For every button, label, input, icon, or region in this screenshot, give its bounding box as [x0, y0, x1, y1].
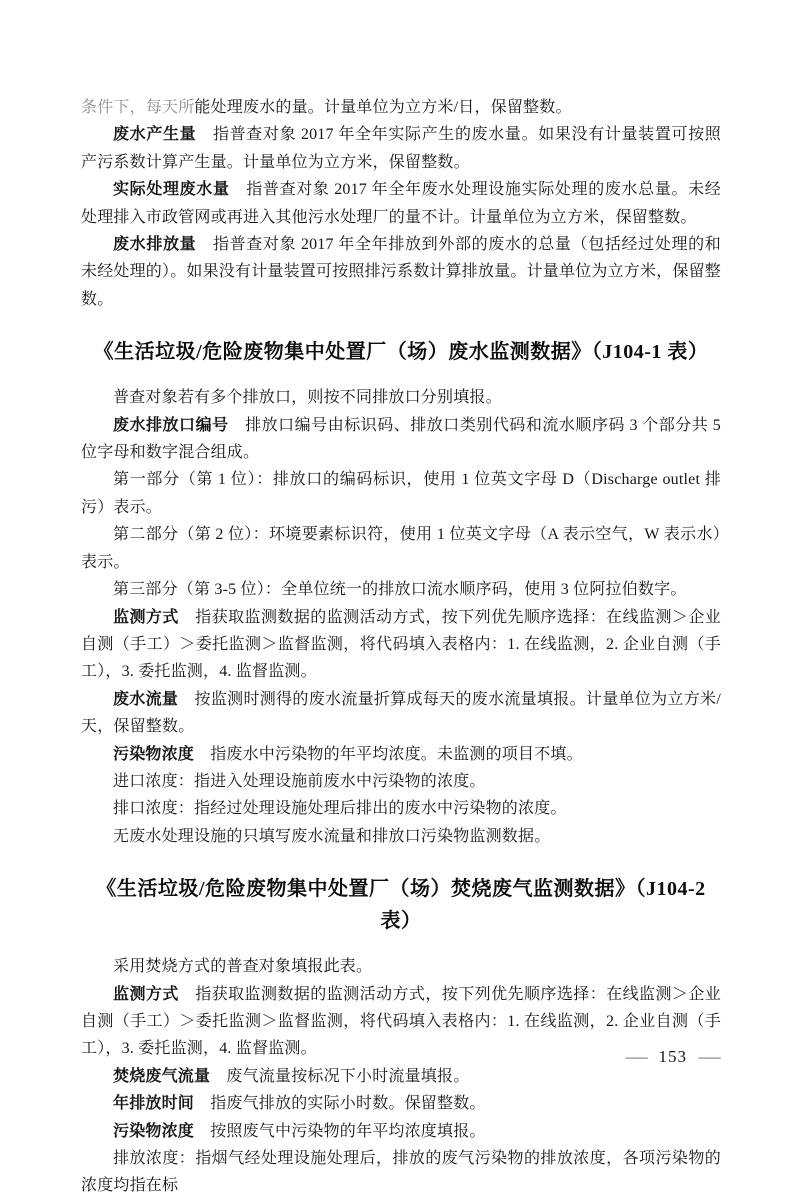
text-segment: 普查对象若有多个排放口，则按不同排放口分别填报。 — [113, 389, 502, 407]
section-heading — [81, 336, 721, 368]
text-segment: 按监测时测得的废水流量折算成每天的废水流量填报。计量单位为立方米/天，保留整数。 — [81, 690, 721, 736]
term-label: 废水产生量 — [113, 126, 213, 144]
paragraph — [81, 1090, 721, 1117]
paragraph — [81, 823, 721, 850]
text-segment: 废气流量按标况下小时流量填报。 — [226, 1067, 470, 1085]
text-segment: 第二部分（第 2 位）：环境要素标识符，使用 1 位英文字母（A 表示空气，W 表示水）表示。 — [81, 526, 721, 571]
section-heading — [81, 873, 721, 937]
paragraph — [81, 604, 721, 686]
text-segment: 排放浓度：指烟气经处理设施处理后，排放的废气污染物的排放浓度，各项污染物的浓度均指在标 — [81, 1150, 721, 1195]
paragraph — [81, 121, 721, 176]
text-segment: 排放口编号由标识码、排放口类别代码和流水顺序码 3 个部分共 5 位字母和数字混合组成。 — [81, 416, 721, 462]
text-segment: 指废气排放的实际小时数。保留整数。 — [210, 1095, 486, 1113]
paragraph — [81, 521, 721, 576]
text-segment: 《生活垃圾/危险废物集中处置厂（场）废水监测数据》（J104-1 表） — [93, 341, 709, 364]
text-segment: 排口浓度：指经过处理设施处理后排出的废水中污染物的浓度。 — [113, 800, 567, 818]
paragraph — [81, 384, 721, 411]
text-segment: 第一部分（第 1 位）：排放口的编码标识，使用 1 位英文字母 D（Discharge outlet 排污）表示。 — [81, 471, 721, 516]
footer-dash-right: — — [698, 1047, 721, 1066]
text-segment: 指获取监测数据的监测活动方式，按下列优先顺序选择：在线监测＞企业自测（手工）＞委托监测＞监督监测，将代码填入表格内：1. 在线监测，2. 企业自测（手工），3. 委托监测，4. 监督监测。 — [81, 985, 721, 1058]
paragraph — [81, 768, 721, 795]
paragraph — [81, 795, 721, 822]
paragraph — [81, 94, 721, 121]
text-segment: 指废水中污染物的年平均浓度。未监测的项目不填。 — [210, 745, 583, 763]
term-label: 实际处理废水量 — [113, 181, 247, 199]
text-segment: 能处理废水的量。计量单位为立方米/日，保留整数。 — [194, 99, 572, 116]
paragraph — [81, 1118, 721, 1145]
term-label: 焚烧废气流量 — [113, 1067, 227, 1085]
paragraph — [81, 741, 721, 768]
term-label: 废水排放量 — [113, 236, 213, 254]
term-label: 监测方式 — [113, 608, 196, 626]
paragraph — [81, 412, 721, 467]
text-segment: 进口浓度：指进入处理设施前废水中污染物的浓度。 — [113, 772, 486, 790]
term-label: 污染物浓度 — [113, 1122, 211, 1140]
document-body — [81, 94, 721, 1200]
paragraph — [81, 576, 721, 603]
text-segment: 指普查对象 2017 年全年排放到外部的废水的总量（包括经过处理的和未经处理的）。如果没有计量装置可按照排污系数计算排放量。计量单位为立方米，保留整数。 — [81, 236, 722, 308]
paragraph — [81, 1145, 721, 1200]
page-number: 153 — [658, 1047, 687, 1066]
text-segment: 《生活垃圾/危险废物集中处置厂（场）焚烧废气监测数据》（J104-2 表） — [96, 878, 706, 933]
term-label: 污染物浓度 — [113, 745, 211, 763]
term-label: 废水排放口编号 — [113, 416, 246, 434]
term-label: 年排放时间 — [113, 1095, 211, 1113]
page-footer — [624, 1047, 721, 1067]
paragraph — [81, 176, 721, 231]
text-segment: 第三部分（第 3-5 位）：全单位统一的排放口流水顺序码，使用 3 位阿拉伯数字。 — [113, 581, 687, 599]
term-label: 废水流量 — [113, 690, 195, 708]
text-segment: 条件下，每天所 — [81, 99, 195, 116]
text-segment: 指普查对象 2017 年全年废水处理设施实际处理的废水总量。未经处理排入市政管网或再进入其他污水处理厂的量不计。计量单位为立方米，保留整数。 — [81, 181, 721, 226]
text-segment: 按照废气中污染物的年平均浓度填报。 — [210, 1122, 486, 1140]
text-segment: 指普查对象 2017 年全年实际产生的废水量。如果没有计量装置可按照产污系数计算产生量。计量单位为立方米，保留整数。 — [81, 126, 721, 171]
paragraph — [81, 466, 721, 521]
term-label: 监测方式 — [113, 985, 196, 1003]
paragraph — [81, 231, 721, 313]
text-segment: 无废水处理设施的只填写废水流量和排放口污染物监测数据。 — [113, 827, 551, 845]
paragraph — [81, 686, 721, 741]
paragraph — [81, 953, 721, 980]
text-segment: 指获取监测数据的监测活动方式，按下列优先顺序选择：在线监测＞企业自测（手工）＞委托监测＞监督监测，将代码填入表格内：1. 在线监测，2. 企业自测（手工），3. 委托监测，4. 监督监测。 — [81, 608, 721, 681]
footer-dash-left: — — [624, 1047, 648, 1066]
text-segment: 采用焚烧方式的普查对象填报此表。 — [113, 958, 373, 976]
